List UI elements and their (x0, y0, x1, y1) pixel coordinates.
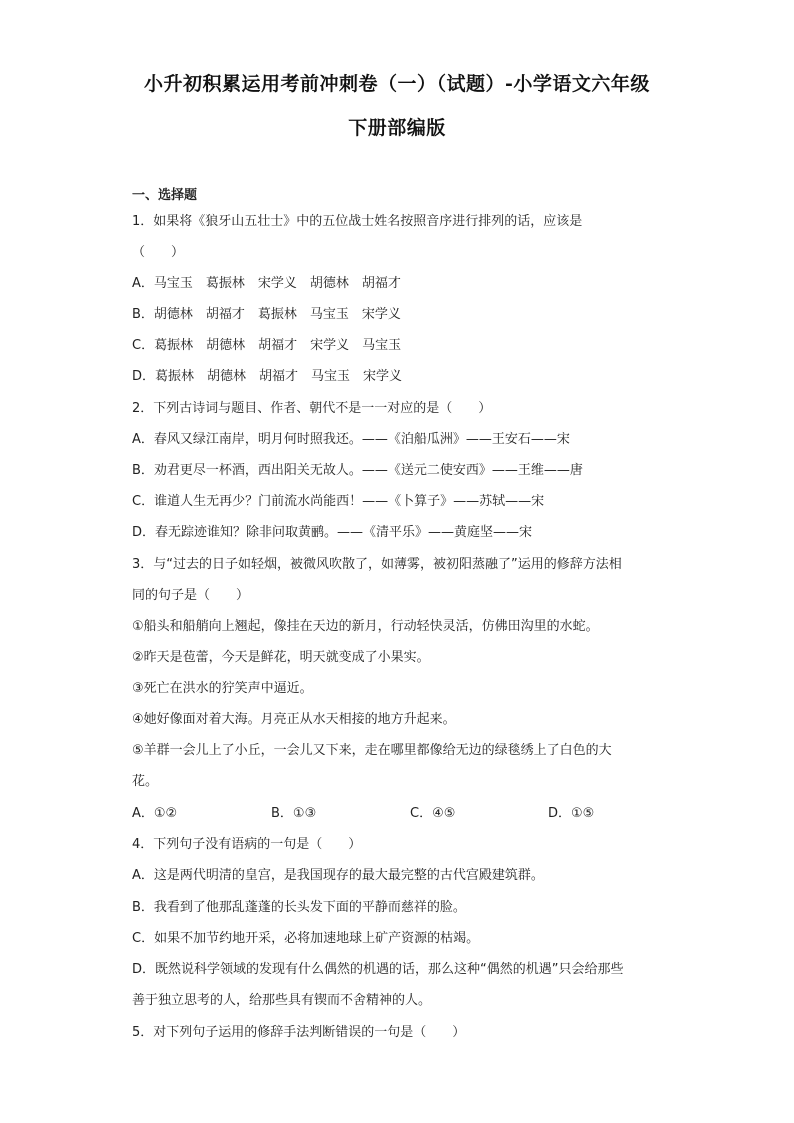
q1-option-c: C．葛振林 胡德林 胡福才 宋学义 马宝玉 (132, 338, 402, 353)
q4-stem: 4．下列句子没有语病的一句是（ ） (132, 837, 362, 852)
q2-stem: 2．下列古诗词与题目、作者、朝代不是一一对应的是（ ） (132, 401, 492, 416)
q3-stem-line-2: 同的句子是（ ） (132, 588, 250, 603)
q2-option-c: C．谁道人生无再少？门前流水尚能西！——《卜算子》——苏轼——宋 (132, 494, 545, 509)
q4-option-d: D．既然说科学领域的发现有什么偶然的机遇的话，那么这种“偶然的机遇”只会给那些 (132, 962, 624, 977)
q3-item-1: ①船头和船艄向上翘起，像挂在天边的新月，行动轻快灵活，仿佛田沟里的水蛇。 (132, 619, 599, 634)
q1-option-b: B．胡德林 胡福才 葛振林 马宝玉 宋学义 (132, 307, 401, 322)
document-title-line-2: 下册部编版 (348, 117, 446, 139)
q3-item-5: ⑤羊群一会儿上了小丘，一会儿又下来，走在哪里都像给无边的绿毯绣上了白色的大 (132, 743, 612, 758)
q5-stem: 5．对下列句子运用的修辞手法判断错误的一句是（ ） (132, 1025, 466, 1040)
q3-item-3: ③死亡在洪水的狞笑声中逼近。 (132, 681, 313, 696)
q4-option-c: C．如果不加节约地开采，必将加速地球上矿产资源的枯竭。 (132, 931, 480, 946)
q2-option-d: D．春无踪迹谁知？除非问取黄鹂。——《清平乐》——黄庭坚——宋 (132, 525, 533, 540)
q3-option-c: C．④⑤ (410, 806, 456, 821)
q2-option-a: A．春风又绿江南岸，明月何时照我还。——《泊船瓜洲》——王安石——宋 (132, 432, 570, 447)
q3-option-a: A．①② (132, 806, 178, 821)
q1-stem-line-1: 1．如果将《狼牙山五壮士》中的五位战士姓名按照音序进行排列的话，应该是 (132, 214, 583, 229)
q1-stem-line-2: （ ） (132, 245, 185, 260)
q3-stem-line-1: 3．与“过去的日子如轻烟，被微风吹散了，如薄雾，被初阳蒸融了”运用的修辞方法相 (132, 557, 622, 572)
q4-option-a: A．这是两代明清的皇宫，是我国现存的最大最完整的古代宫殿建筑群。 (132, 868, 544, 883)
q2-option-b: B．劝君更尽一杯酒，西出阳关无故人。——《送元二使安西》——王维——唐 (132, 463, 583, 478)
q3-item-5-continued: 花。 (132, 774, 159, 789)
q3-option-b: B．①③ (271, 806, 317, 821)
q3-option-d: D．①⑤ (548, 806, 595, 821)
section-heading: 一、选择题 (132, 188, 198, 203)
q4-option-b: B．我看到了他那乱蓬蓬的长头发下面的平静而慈祥的脸。 (132, 900, 466, 915)
q1-option-d: D．葛振林 胡德林 胡福才 马宝玉 宋学义 (132, 369, 403, 384)
q3-item-4: ④她好像面对着大海。月亮正从水天相接的地方升起来。 (132, 712, 456, 727)
q4-option-d-continued: 善于独立思考的人，给那些具有锲而不舍精神的人。 (132, 993, 432, 1008)
q3-item-2: ②昨天是苞蕾，今天是鲜花，明天就变成了小果实。 (132, 650, 430, 665)
q1-option-a: A．马宝玉 葛振林 宋学义 胡德林 胡福才 (132, 276, 401, 291)
document-title-line-1: 小升初积累运用考前冲刺卷（一）（试题）-小学语文六年级 (144, 73, 650, 95)
